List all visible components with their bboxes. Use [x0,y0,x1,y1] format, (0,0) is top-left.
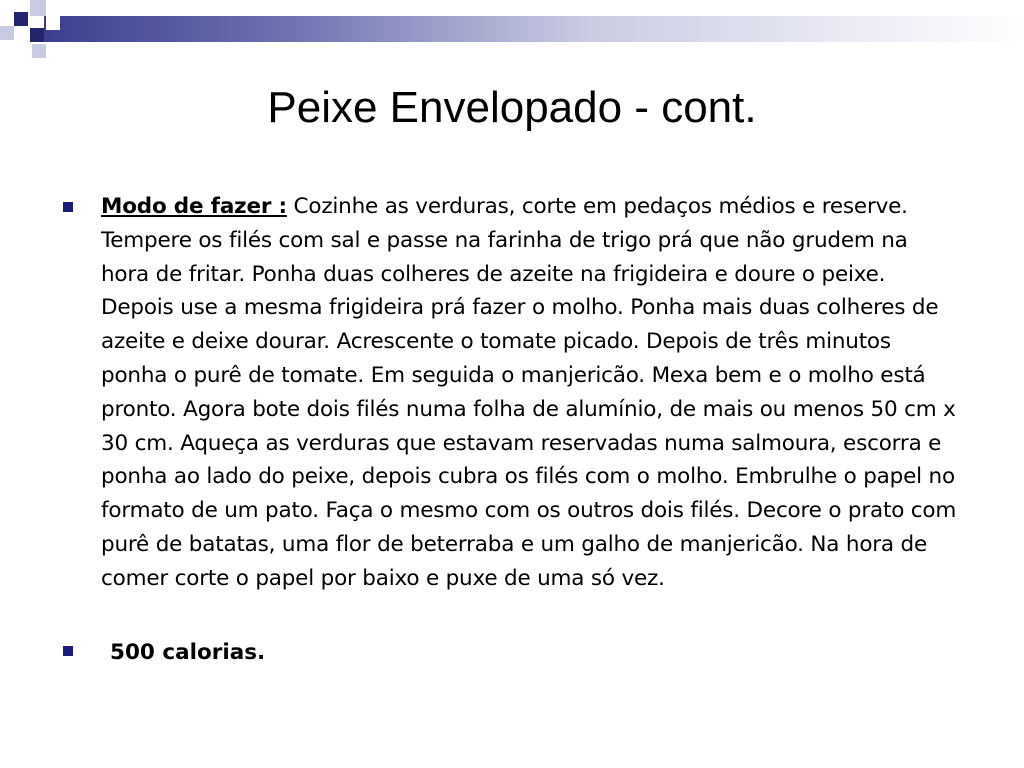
square-bullet-icon [63,646,73,656]
list-item [60,636,960,670]
instructions-text: Cozinhe as verduras, corte em pedaços médios e reserve. Tempere os filés com sal e passe na farinha de trigo prá que não grudem na hora de fritar. Ponha duas colheres de azeite na frigideira e doure o peixe. Depois use a mesma frigideira prá fazer o molho. Ponha mais duas colheres de azeite e deixe dourar. Acrescente o tomate picado. Depois de três minutos ponha o purê de tomate. Em seguida o manjericão. Mexa bem e o molho está pronto. Agora bote dois filés numa folha de alumínio, de mais ou menos 50 cm x 30 cm. Aqueça as verduras que estavam reservadas numa salmoura, escorra e ponha ao lado do peixe, depois cubra os filés com o molho. Embrulhe o papel no formato de um pato. Faça o mesmo com os outros dois filés. Decore o prato com purê de batatas, uma flor de beterraba e um galho de manjericão. Na hora de comer corte o papel por baixo e puxe de uma só vez. [101,194,957,591]
list-item [60,190,960,596]
decor-square [30,0,46,16]
decor-square [16,30,28,42]
calories-text: 500 calorias. [110,639,266,665]
instructions-paragraph [101,190,960,596]
decor-square [14,12,28,26]
decor-square [30,28,44,42]
decor-square [32,44,46,58]
slide-title: Peixe Envelopado - cont. [267,83,757,132]
square-bullet-icon [63,202,73,212]
decor-square [46,16,60,30]
instructions-lead: Modo de fazer : [101,194,287,219]
decor-square [0,26,14,40]
header-gradient-band [44,16,1024,42]
bullet-list [60,190,960,669]
